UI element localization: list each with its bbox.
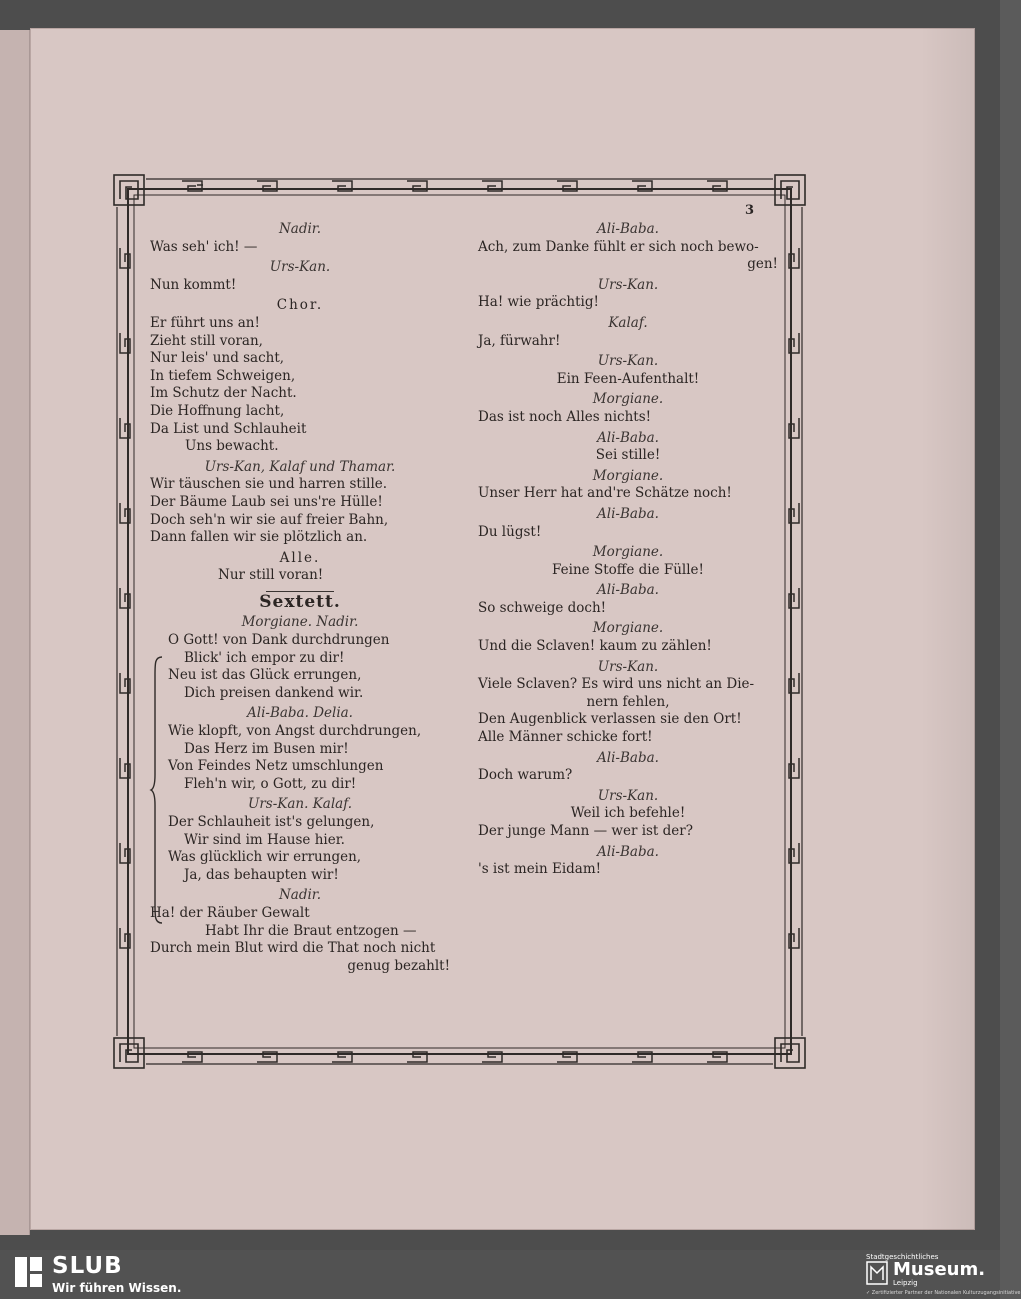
verse-line: Wie klopft, von Angst durchdrungen, [168, 723, 422, 740]
verse-line: Der Schlauheit ist's gelungen, [168, 814, 375, 830]
speaker-name: Urs-Kan. [597, 353, 659, 370]
verse-line: Ein Feen-Aufenthalt! [556, 370, 700, 387]
left-text-column [150, 218, 450, 975]
verse-line: Habt Ihr die Braut entzogen — [205, 922, 417, 939]
speaker-name: Kalaf. [608, 314, 648, 331]
verse-line: nern fehlen, [586, 693, 670, 710]
verse-line: Von Feindes Netz umschlungen [168, 758, 384, 775]
speaker-name: Nadir. [278, 887, 322, 904]
verse-line: O Gott! von Dank durchdrungen [168, 632, 390, 649]
verse-line: Sei stille! [595, 447, 661, 464]
verse-line: Dich preisen dankend wir. [184, 684, 364, 701]
verse-line: Du lügst! [478, 523, 542, 540]
verse-line: In tiefem Schweigen, [150, 367, 296, 384]
verse-line: Ja, fürwahr! [478, 332, 561, 349]
verse-line: Ha! der Räuber Gewalt [150, 904, 310, 921]
speaker-name: Morgiane. Nadir. [241, 614, 359, 631]
museum-name: Museum. [893, 1259, 986, 1280]
verse-line: Nun kommt! [150, 276, 237, 293]
verse-line: Ja, das behaupten wir! [184, 866, 339, 883]
speaker-name: Ali-Baba. [597, 429, 659, 446]
speaker-name: Ali-Baba. [597, 505, 659, 522]
museum-emblem-icon [866, 1261, 888, 1285]
speaker-name: Ali-Baba. [597, 582, 659, 599]
speaker-name: Urs-Kan. Kalaf. [247, 796, 353, 813]
verse-line: Nur still voran! [218, 567, 324, 584]
verse-line: Der Bäume Laub sei uns're Hülle! [150, 493, 383, 510]
verse-line: Alle Männer schicke fort! [478, 729, 653, 746]
verse-line: So schweige doch! [478, 599, 607, 616]
speaker-name: Urs-Kan. [597, 787, 659, 804]
speaker-name: Nadir. [278, 221, 322, 237]
verse-line: Was seh' ich! — [150, 238, 258, 255]
previous-page-edge [0, 30, 30, 1235]
verse-line: Fleh'n wir, o Gott, zu dir! [184, 775, 357, 792]
speaker-name: Morgiane. [592, 391, 664, 408]
verse-line: 's ist mein Eidam! [478, 861, 602, 878]
verse-line: Weil ich befehle! [570, 805, 686, 822]
verse-line: Doch seh'n wir sie auf freier Bahn, [150, 511, 389, 528]
verse-line: Uns bewacht. [185, 438, 279, 455]
verse-line: Feine Stoffe die Fülle! [552, 561, 704, 578]
slub-tagline: Wir führen Wissen. [52, 1281, 182, 1295]
verse-line: Viele Sclaven? Es wird uns nicht an Die- [478, 676, 755, 693]
verse-line: Im Schutz der Nacht. [150, 385, 297, 402]
speaker-name: Urs-Kan. [597, 276, 659, 293]
slub-name: SLUB [52, 1253, 123, 1279]
verse-line: Zieht still voran, [150, 332, 263, 349]
verse-line: gen! [747, 256, 778, 273]
verse-line: Nur leis' und sacht, [150, 350, 285, 367]
verse-line: Und die Sclaven! kaum zu zählen! [478, 638, 712, 655]
museum-city: Leipzig [893, 1279, 918, 1287]
speaker-name: Ali-Baba. [597, 221, 659, 237]
speaker-name: Morgiane. [592, 544, 664, 561]
verse-line: Dann fallen wir sie plötzlich an. [150, 529, 368, 546]
museum-note: ✓ Zertifizierter Partner der Nationalen Kulturzugangsinitiative [866, 1290, 1021, 1296]
verse-line: Der junge Mann — wer ist der? [478, 823, 693, 839]
verse-line: Was glücklich wir errungen, [168, 849, 362, 866]
chorus-label: Chor. [276, 297, 324, 314]
page-number: 3 [745, 203, 755, 218]
verse-line: Blick' ich empor zu dir! [184, 649, 345, 666]
section-heading: Sextett. [259, 591, 341, 612]
verse-line: Die Hoffnung lacht, [150, 402, 285, 419]
verse-line: Ha! wie prächtig! [478, 294, 599, 311]
museum-top-text: Stadtgeschichtliches [866, 1253, 939, 1261]
verse-line: Das Herz im Busen mir! [184, 740, 349, 757]
verse-line: Wir sind im Hause hier. [184, 831, 345, 848]
verse-line: Das ist noch Alles nichts! [478, 408, 652, 425]
verse-line: Durch mein Blut wird die That noch nicht [150, 940, 436, 957]
speaker-name: Morgiane. [592, 467, 664, 484]
verse-line: Doch warum? [478, 767, 573, 784]
verse-line: Da List und Schlauheit [150, 420, 307, 437]
speaker-name: Urs-Kan, Kalaf und Thamar. [204, 458, 396, 475]
speaker-name: Ali-Baba. [597, 843, 659, 860]
verse-line: Er führt uns an! [150, 314, 260, 331]
speaker-name: Urs-Kan. [269, 259, 331, 276]
verse-line: Wir täuschen sie und harren stille. [150, 476, 388, 493]
verse-line: genug bezahlt! [347, 957, 450, 974]
verse-line: Unser Herr hat and're Schätze noch! [478, 485, 732, 502]
verse-line: Ach, zum Danke fühlt er sich noch bewo- [478, 238, 759, 255]
speaker-name: Morgiane. [592, 620, 664, 637]
speaker-name: Urs-Kan. [597, 658, 659, 675]
chorus-label: Alle. [279, 549, 321, 566]
verse-line: Den Augenblick verlassen sie den Ort! [478, 711, 742, 728]
right-text-column [478, 218, 778, 879]
speaker-name: Ali-Baba. Delia. [247, 705, 353, 722]
slub-logo-icon [14, 1256, 44, 1288]
speaker-name: Ali-Baba. [597, 749, 659, 766]
verse-line: Neu ist das Glück errungen, [168, 667, 362, 684]
